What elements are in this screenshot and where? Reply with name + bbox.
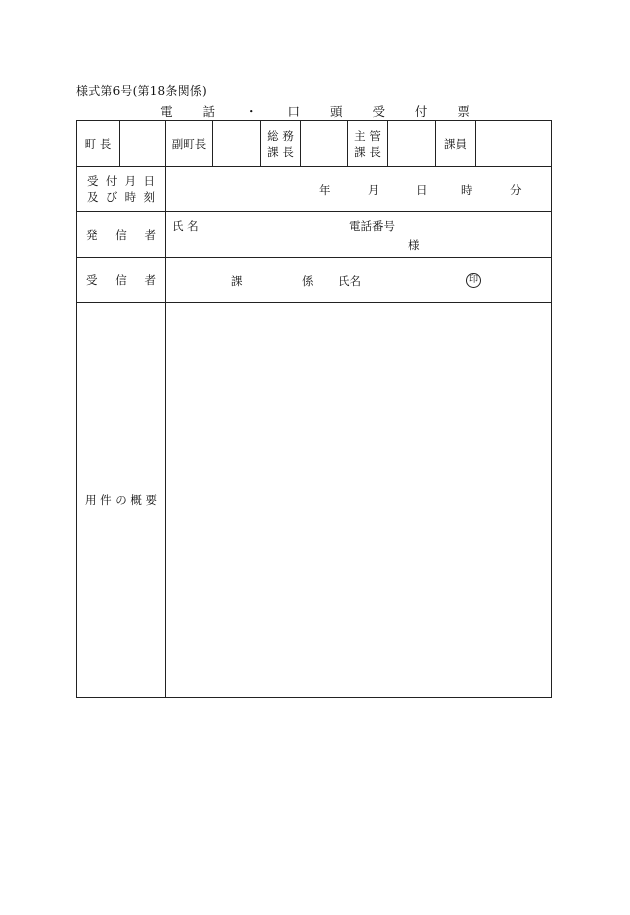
general-affairs-chief-label xyxy=(261,121,301,166)
staff-stamp-box[interactable] xyxy=(476,121,551,166)
supervising-chief-stamp-box[interactable] xyxy=(388,121,436,166)
form-title-text: 電 話 ・ 口 頭 受 付 票 xyxy=(160,104,483,119)
receiver-row xyxy=(77,258,551,303)
reception-form-table xyxy=(76,120,552,698)
supervising-chief-label xyxy=(348,121,388,166)
sender-field[interactable] xyxy=(166,212,551,257)
receiver-section-label: 課 xyxy=(231,274,243,288)
sender-name-label: 氏 名 xyxy=(172,219,199,233)
summary-field[interactable] xyxy=(166,303,551,697)
receiver-subsection-label: 係 xyxy=(302,274,314,288)
receiver-name-label: 氏名 xyxy=(338,274,361,288)
received-datetime-label-line2: 及 び 時 刻 xyxy=(87,190,155,204)
mayor-stamp-box[interactable] xyxy=(120,121,166,166)
sender-honorific: 様 xyxy=(408,238,420,252)
vice-mayor-label: 副町長 xyxy=(166,121,213,166)
summary-row xyxy=(77,303,551,697)
received-datetime-label-line1: 受 付 月 日 xyxy=(87,174,155,188)
month-unit: 月 xyxy=(368,183,380,197)
summary-label: 用 件 の 概 要 xyxy=(77,303,166,697)
day-unit: 日 xyxy=(416,183,428,197)
form-title xyxy=(0,102,630,120)
general-affairs-chief-label-line2: 課 長 xyxy=(267,144,294,159)
general-affairs-chief-stamp-box[interactable] xyxy=(301,121,348,166)
received-datetime-field[interactable] xyxy=(166,167,551,211)
received-datetime-row xyxy=(77,167,551,212)
general-affairs-chief-label-line1: 総 務 xyxy=(267,128,294,143)
seal-mark-icon: 印 xyxy=(466,273,481,288)
form-number: 様式第6号(第18条関係) xyxy=(76,84,207,98)
hour-unit: 時 xyxy=(461,183,473,197)
supervising-chief-label-line2: 課 長 xyxy=(354,144,381,159)
year-unit: 年 xyxy=(319,183,331,197)
mayor-label: 町 長 xyxy=(77,121,120,166)
minute-unit: 分 xyxy=(510,183,522,197)
receiver-label: 受 信 者 xyxy=(77,258,166,302)
sender-phone-label: 電話番号 xyxy=(349,219,395,233)
staff-label: 課員 xyxy=(436,121,476,166)
sender-label: 発 信 者 xyxy=(77,212,166,257)
sender-row xyxy=(77,212,551,258)
approval-row xyxy=(77,121,551,167)
received-datetime-label xyxy=(77,167,166,211)
receiver-field[interactable] xyxy=(166,258,551,302)
supervising-chief-label-line1: 主 管 xyxy=(354,128,381,143)
vice-mayor-stamp-box[interactable] xyxy=(213,121,261,166)
